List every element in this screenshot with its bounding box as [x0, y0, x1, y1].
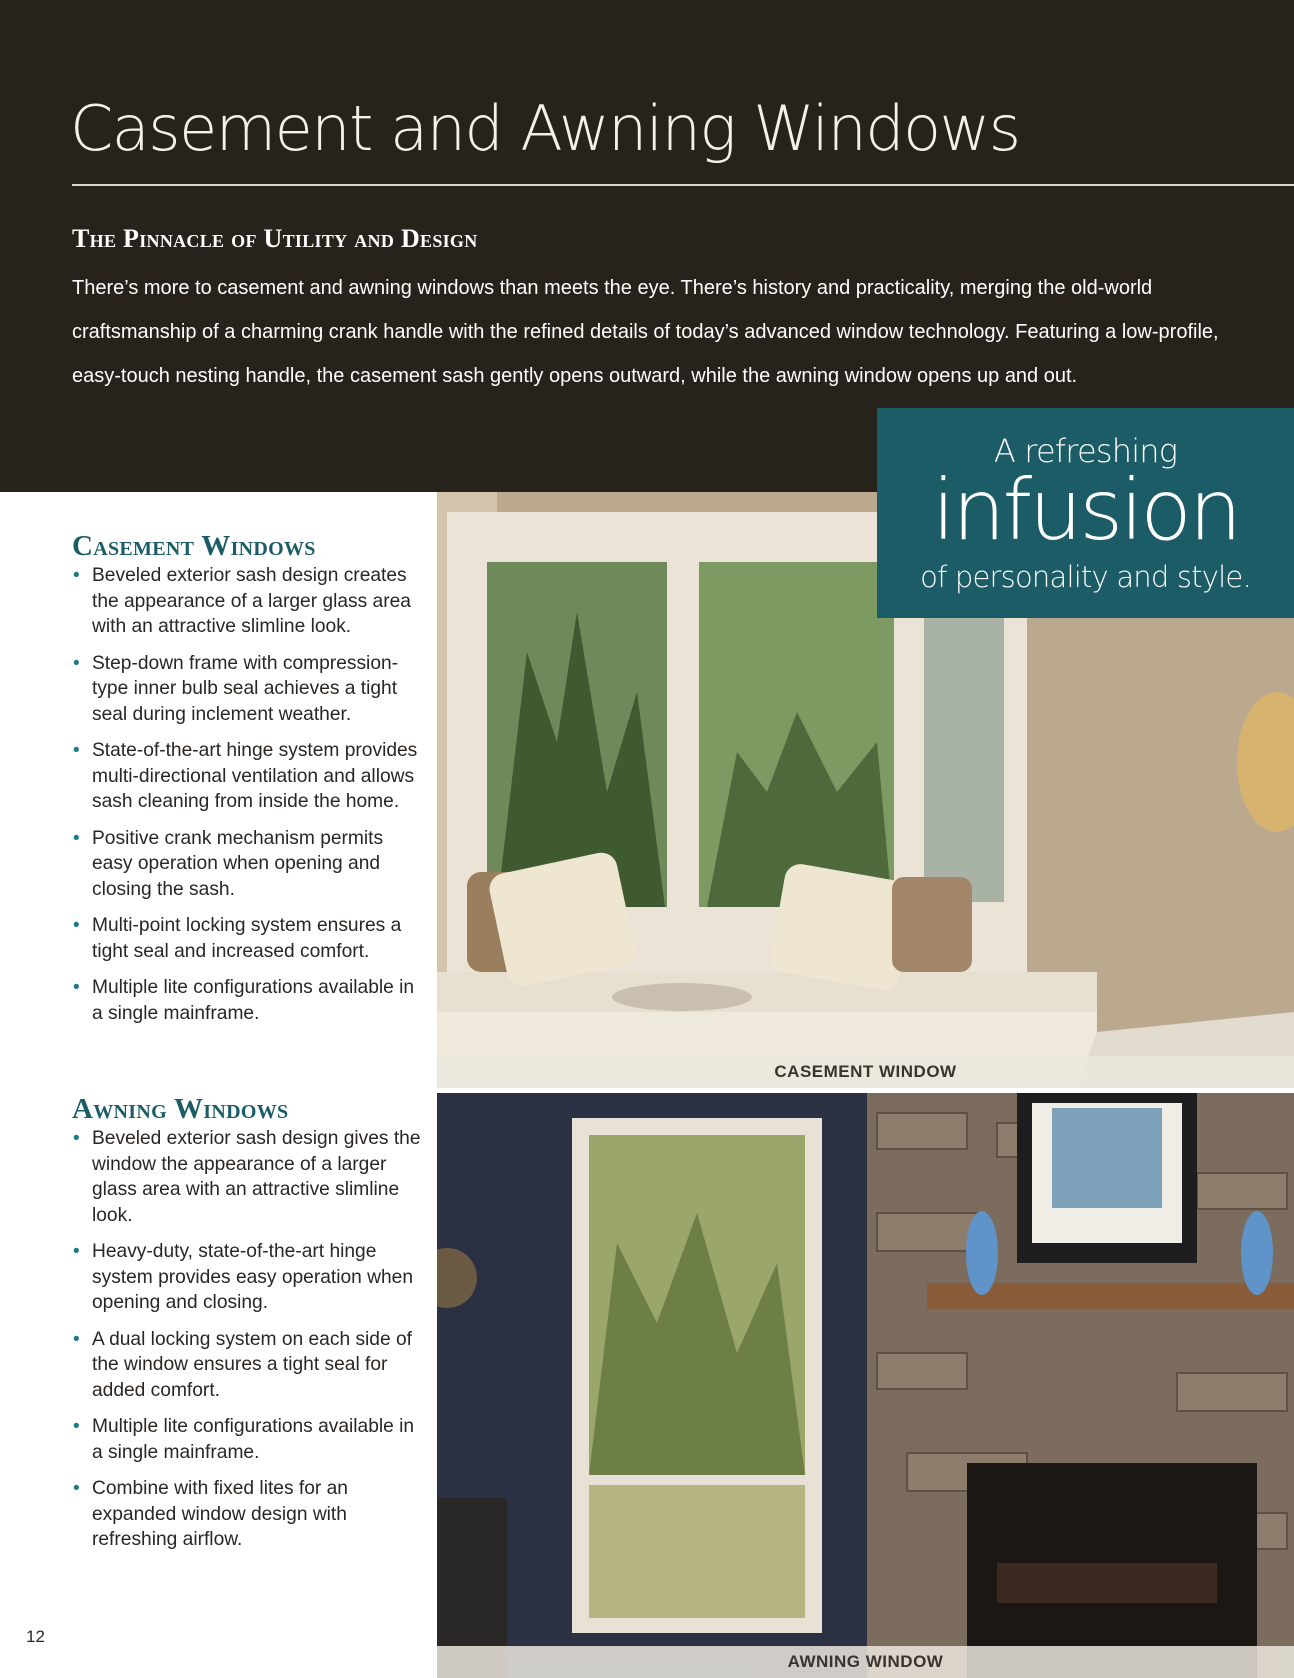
intro-paragraph: There’s more to casement and awning windows than meets the eye. There’s history and practicality, merging the old-world craftsmanship of a charming crank handle with the refined details of today’s advanced window technology. Featuring a low-profile, easy-touch nesting handle, the casement sash gently opens outward, while the awning window opens up and out. — [72, 277, 1219, 387]
page-number: 12 — [26, 1627, 45, 1646]
casement-heading: Casement Windows — [72, 530, 316, 562]
page-title: Casement and Awning Windows — [70, 92, 1020, 165]
awning-bullet: • Beveled exterior sash design gives the window the appearance of a larger glass area with an attractive slimline look. — [72, 1126, 427, 1228]
casement-bullet: • Step-down frame with compression-type inner bulb seal achieves a tight seal during inclement weather. — [72, 651, 427, 728]
casement-caption: CASEMENT WINDOW — [437, 1056, 1294, 1088]
awning-bullet: • Heavy-duty, state-of-the-art hinge system provides easy operation when opening and closing. — [72, 1239, 427, 1316]
title-divider — [72, 184, 1294, 186]
subheading-text: The Pinnacle of Utility and Design — [72, 224, 478, 253]
section-subheading — [72, 224, 478, 254]
tagline-line-3: of personality and style. — [920, 560, 1251, 594]
awning-bullet: • Multiple lite configurations available in a single mainframe. — [72, 1414, 427, 1465]
casement-bullet: • Multi-point locking system ensures a tight seal and increased comfort. — [72, 913, 427, 964]
casement-bullet-list — [72, 563, 427, 1037]
awning-bullet: • A dual locking system on each side of the window ensures a tight seal for added comfort. — [72, 1327, 427, 1404]
awning-caption: AWNING WINDOW — [437, 1646, 1294, 1678]
awning-bullet: • Combine with fixed lites for an expanded window design with refreshing airflow. — [72, 1476, 427, 1553]
tagline-callout — [877, 408, 1294, 618]
tagline-line-2: infusion — [931, 461, 1240, 559]
casement-bullet: • Multiple lite configurations available in a single mainframe. — [72, 975, 427, 1026]
awning-room-illustration — [437, 1093, 1294, 1678]
casement-bullet: • State-of-the-art hinge system provides multi-directional ventilation and allows sash cleaning from inside the home. — [72, 738, 427, 815]
casement-bullet: • Positive crank mechanism permits easy operation when opening and closing the sash. — [72, 826, 427, 903]
awning-heading: Awning Windows — [72, 1093, 289, 1125]
casement-bullet: • Beveled exterior sash design creates the appearance of a larger glass area with an attractive slimline look. — [72, 563, 427, 640]
tagline-line-1: A refreshing — [993, 432, 1178, 470]
awning-bullet-list — [72, 1126, 427, 1564]
awning-window-photo — [437, 1093, 1294, 1678]
